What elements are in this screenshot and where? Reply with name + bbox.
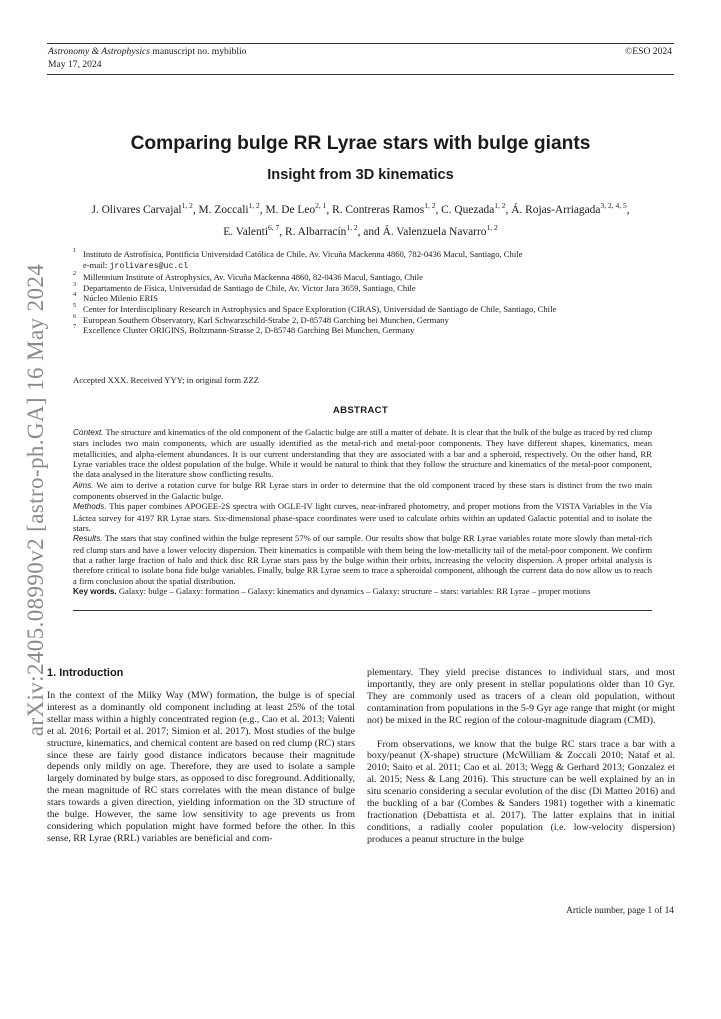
- affiliation-number: 5: [73, 301, 77, 309]
- right-column: [367, 667, 675, 846]
- affiliation-text: Departamento de Física, Universidad de Santiago de Chile, Av. Victor Jara 3659, Santiago, Chile: [83, 282, 416, 293]
- author-name: J. Olivares Carvajal: [91, 203, 182, 216]
- author-affiliation-mark: 1, 2: [494, 201, 506, 210]
- affiliation-item: [73, 293, 658, 304]
- context-text: The structure and kinematics of the old component of the Galactic bulge are still a matter of debate. It is clear that the bulk of the bulge as traced by red clump stars includes two main components, which are usually identified as the metal-rich and metal-poor components. They have different shapes, kinematics, mean metallicities, and alpha-element abundances. It is our current understanding that they are associated with a bar and a spheroid, respectively. On the other hand, RR Lyrae variables trace the oldest population of the bulge. While it would be natural to think that they follow the structure and kinematics of the metal-poor component, the data analysed in the literature show conflicting results.: [73, 427, 652, 480]
- affiliation-number: 7: [73, 323, 77, 331]
- affiliation-number: 1: [73, 247, 77, 254]
- affiliation-item: [73, 249, 658, 272]
- author-affiliation-mark: 1, 2: [346, 222, 358, 232]
- affiliation-text: Center for Interdisciplinary Research in Astrophysics and Space Exploration (CIRAS), Universidad de Santiago de Chile, Santiago, Chile: [83, 303, 557, 314]
- affiliation-number: 6: [73, 312, 77, 320]
- aims-text: We aim to derive a rotation curve for bulge RR Lyrae stars in order to determine that the old component traced by these stars is distinct from the two main components observed in the Galactic bulge.: [73, 479, 652, 502]
- author-affiliation-mark: 6, 7: [268, 222, 280, 232]
- affiliation-number: 4: [73, 291, 77, 299]
- affiliation-item: [73, 301, 658, 315]
- results-text: The stars that stay confined within the bulge represent 57% of our sample. Our results show that bulge RR Lyrae variables rotate more slowly than metal-rich red clump stars and have a lower velocity dispersion. Their kinematics is compatible with them being the low-metallicity tail of the metal-poor component. We confirm that a rather large fraction of halo and thick disc RR Lyrae stars pass by the bulge within their orbits, increasing the velocity dispersion. A proper orbital analysis is therefore critical to isolate bona fide bulge variables. Finally, bulge RR Lyrae seem to trace a spheroidal component, although the current data do now allow us to reach a firm conclusion about the spatial distribution.: [73, 533, 652, 586]
- author-separator: ,: [326, 203, 333, 216]
- affiliation-text: Millennium Institute of Astrophysics, Av. Vicuña Mackenna 4860, 82-0436 Macul, Santiago, Chile: [83, 272, 423, 283]
- context-label: Context.: [73, 428, 104, 437]
- keywords-text: Galaxy: bulge – Galaxy: formation – Galaxy: kinematics and dynamics – Galaxy: structure – stars: variables: RR Lyrae – proper motions: [116, 586, 591, 596]
- header-date: May 17, 2024: [48, 59, 102, 70]
- intro-paragraph-1: In the context of the Milky Way (MW) formation, the bulge is of special interest as a dominantly old component including at least 25% of the total stellar mass within a highly concentrated region (e.g., Cao et al. 2013; Valenti et al. 2016; Portail et al. 2017; Simion et al. 2017). Most studies of the bulge structure, kinematics, and chemical content are based on red clump (RC) stars since these are fairly good distance indicators because their magnitude depends only mildly on age. Therefore, they are used to isolate a sample largely dominated by bulge stars, as opposed to disc foreground. Additionally, the mean magnitude of RC stars correlates with the mean distance of bulge stars towards a given direction, yielding information on the 3D structure of the bulge. However, the same low sensitivity to age prevents us from considering which population might have formed before the other. In this sense, RR Lyrae (RRL) variables are beneficial and com-: [47, 690, 355, 844]
- running-header: [47, 43, 674, 75]
- author-name: R. Contreras Ramos: [332, 203, 425, 216]
- author-separator: ,: [259, 203, 266, 216]
- author-separator: ,: [626, 203, 630, 216]
- author-affiliation-mark: 2, 1: [315, 201, 327, 210]
- abstract-context: [73, 427, 652, 480]
- email-address[interactable]: jrolivares@uc.cl: [109, 261, 189, 271]
- author-name: M. De Leo: [265, 203, 316, 216]
- methods-label: Methods.: [73, 502, 107, 512]
- author-list: [88, 197, 633, 241]
- affiliation-number: 2: [73, 270, 77, 278]
- email-label: e-mail:: [83, 259, 110, 270]
- paper-title: Comparing bulge RR Lyrae stars with bulge giants: [130, 133, 591, 154]
- author-affiliation-mark: 1, 2: [486, 222, 498, 232]
- section-heading-introduction: 1. Introduction: [47, 667, 124, 679]
- abstract-aims: [73, 480, 652, 502]
- affiliation-text: Instituto de Astrofísica, Pontificia Universidad Católica de Chile, Av. Vicuña Mackenna 4860, 782-0436 Macul, Santiago, Chile: [83, 249, 523, 259]
- affiliation-item: [73, 272, 658, 283]
- manuscript-label: manuscript no. mybiblio: [149, 46, 247, 57]
- keywords: [73, 586, 652, 597]
- affiliation-item: [73, 325, 658, 336]
- author-affiliation-mark: 1, 2: [181, 201, 193, 210]
- header-copyright: ©ESO 2024: [625, 46, 672, 57]
- journal-name: Astronomy & Astrophysics: [48, 46, 150, 57]
- affiliation-item: [73, 312, 658, 326]
- affiliation-text: Núcleo Milenio ERIS: [83, 293, 158, 304]
- author-separator: ,: [505, 203, 512, 216]
- affiliation-text: Excellence Cluster ORIGINS, Boltzmann-Strasse 2, D-85748 Garching Bei Munchen, Germany: [83, 325, 415, 336]
- abstract-results: [73, 533, 652, 586]
- author-name: E. Valenti: [223, 225, 269, 238]
- author-name: M. Zoccali: [198, 203, 249, 216]
- intro-paragraph-2: From observations, we know that the bulge RC stars trace a bar with a boxy/peanut (X-shape) structure (McWilliam & Zoccali 2010; Nataf et al. 2010; Saito et al. 2011; Cao et al. 2013; Wegg & Gerhard 2013; Gonzalez et al. 2015; Ness & Lang 2016). This structure can be well explained by an in situ scenario considering a secular evolution of the disc (Di Matteo 2016) and the buckling of a bar (Combes & Sanders 1981) together with a kinematic fractionation (Debattista et al. 2017). The latter explains that in initial conditions, a radially cooler population (i.e. low-velocity dispersion) produces a peanut structure in the bulge: [367, 738, 675, 845]
- abstract-divider: [73, 610, 652, 611]
- author-affiliation-mark: 1, 2: [424, 201, 436, 210]
- intro-paragraph-1-cont: plementary. They yield precise distances to individual stars, and most importantly, they are only present in stellar populations older than 10 Gyr. They are commonly used as tracers of a clean old population, without contamination from populations in the 5-9 Gyr age range that might (or might not) be mixed in the RC region of the colour-magnitude diagram (CMD).: [367, 667, 675, 726]
- arxiv-stamp-text: arXiv:2405.08990v2 [astro-ph.GA] 16 May 2024: [23, 263, 48, 737]
- author-name: C. Quezada: [441, 203, 495, 216]
- aims-label: Aims.: [73, 480, 94, 490]
- author-separator: , and: [357, 225, 383, 238]
- affiliation-list: [73, 249, 658, 336]
- author-separator: ,: [279, 225, 285, 238]
- accepted-line: Accepted XXX. Received YYY; in original form ZZZ: [73, 375, 259, 385]
- abstract-methods: [73, 501, 652, 533]
- affiliation-item: [73, 280, 658, 294]
- keywords-label: Key words.: [73, 587, 117, 596]
- author-separator: ,: [192, 203, 199, 216]
- left-column: [47, 690, 355, 845]
- author-name: Á. Rojas-Arriagada: [511, 203, 601, 216]
- author-separator: ,: [435, 203, 442, 216]
- abstract-body: [73, 427, 652, 586]
- affiliation-text: European Southern Observatory, Karl Schwarzschild-Strabe 2, D-85748 Garching bei Munchen, Germany: [83, 314, 449, 325]
- author-affiliation-mark: 3, 2, 4, 5: [600, 201, 627, 210]
- results-label: Results.: [73, 534, 103, 544]
- author-name: R. Albarracín: [284, 225, 347, 238]
- methods-text: This paper combines APOGEE-2S spectra with OGLE-IV light curves, near-infrared photometry, and proper motions from the VISTA Variables in the Vía Láctea survey for 4197 RR Lyrae stars. Six-dimensional phase-space coordinates were used to calculate orbits within an updated Galactic potential and to isolate the stars.: [73, 501, 652, 534]
- page-footer: Article number, page 1 of 14: [566, 906, 674, 916]
- paper-subtitle: Insight from 3D kinematics: [267, 167, 454, 183]
- author-affiliation-mark: 1, 2: [248, 201, 260, 210]
- abstract-heading: ABSTRACT: [332, 405, 389, 416]
- author-name: Á. Valenzuela Navarro: [382, 225, 487, 238]
- affiliation-number: 3: [73, 280, 77, 288]
- header-journal-line: [48, 45, 246, 58]
